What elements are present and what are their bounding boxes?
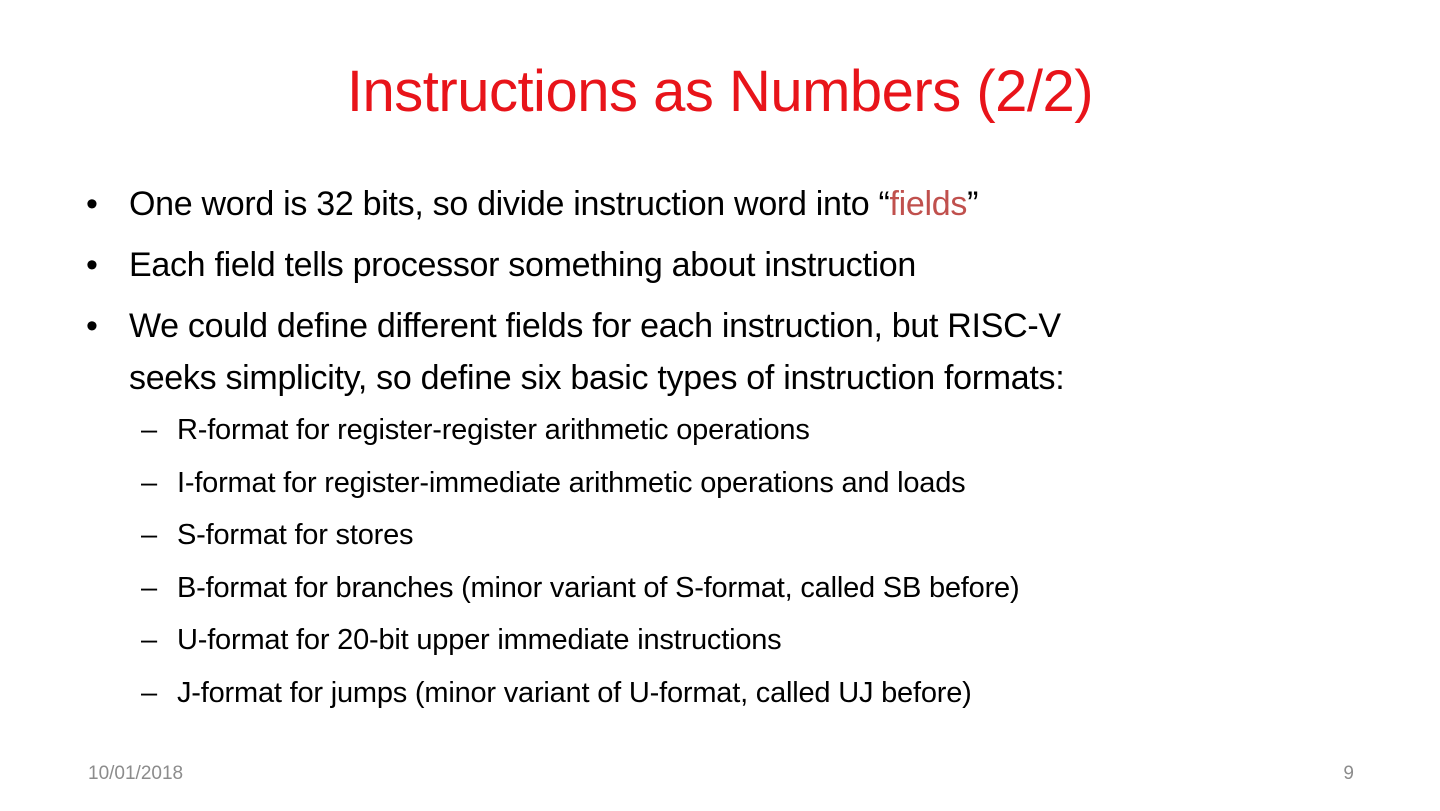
sub-bullet-text: R-format for register-register arithmetic operations [177,414,810,446]
bullet-item [86,300,1326,404]
sub-bullet-item [86,568,1326,608]
dash-marker: – [141,624,157,656]
sub-bullet-item [86,673,1326,713]
bullet-text: Each field tells processor something about instruction [129,246,917,284]
dash-marker: – [141,676,157,709]
sub-bullet-text: I-format for register-immediate arithmetic operations and loads [177,466,966,499]
sub-bullet-list [86,410,1326,713]
sub-bullet-item [86,620,1326,660]
bullet-marker: • [86,246,98,284]
dash-marker: – [141,466,157,499]
sub-bullet-text: S-format for stores [177,519,414,551]
slide-title: Instructions as Numbers (2/2) [346,59,1094,124]
bullet-text: One word is 32 bits, so divide instruction word into “ [129,185,890,223]
bullet-text-line: seeks simplicity, so define six basic types of instruction formats: [129,359,1065,397]
slide-body [86,178,1326,725]
dash-marker: – [141,414,157,446]
slide-number: 9 [1343,763,1354,784]
sub-bullet-text: B-format for branches (minor variant of S-format, called SB before) [177,571,1020,604]
dash-marker: – [141,571,157,604]
sub-bullet-text: U-format for 20-bit upper immediate instructions [177,624,782,656]
sub-bullet-item [86,410,1326,450]
sub-bullet-item [86,463,1326,503]
footer-date: 10/01/2018 [88,763,184,784]
bullet-marker: • [86,185,98,223]
dash-marker: – [141,519,157,551]
bullet-marker: • [86,307,98,345]
bullet-text-end: ” [967,185,979,223]
bullet-item [86,239,1326,291]
bullet-item [86,178,1326,230]
sub-bullet-item [86,515,1326,555]
highlighted-term: fields [889,185,968,223]
bullet-text-line: We could define different fields for each instruction, but RISC-V [129,307,1061,345]
sub-bullet-text: J-format for jumps (minor variant of U-format, called UJ before) [177,676,972,709]
